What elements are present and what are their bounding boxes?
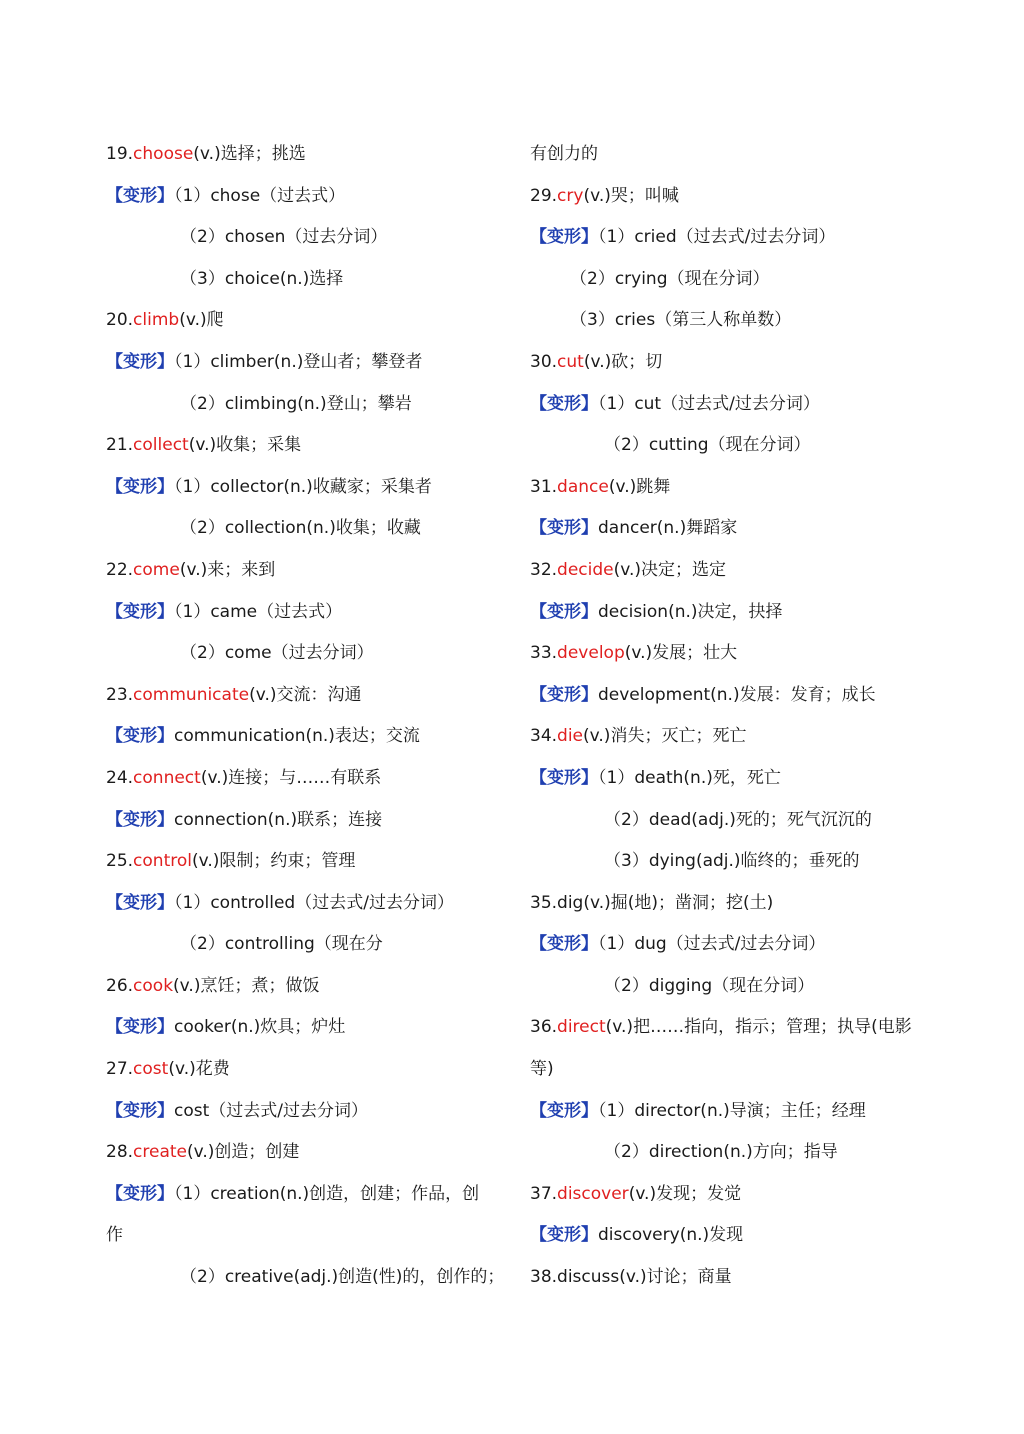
continuation-line — [106, 1215, 506, 1257]
definition: (v.)选择；挑选 — [193, 144, 306, 164]
variant-sub-line — [530, 1132, 930, 1174]
vocab-entry — [530, 550, 930, 592]
variant-text: （1）controlled（过去式/过去分词） — [174, 892, 454, 913]
variant-text: cost（过去式/过去分词） — [174, 1100, 368, 1121]
vocab-entry — [530, 342, 930, 384]
variant-text: （1）director(n.)导演；主任；经理 — [598, 1100, 866, 1121]
entry-number: 25. — [106, 851, 134, 872]
headword: climb — [133, 310, 180, 331]
variant-tag: 【变形】 — [106, 726, 174, 747]
variant-sub-line — [106, 217, 506, 259]
variant-tag: 【变形】 — [530, 393, 598, 414]
headword: connect — [133, 767, 201, 788]
definition: (v.)跳舞 — [608, 476, 671, 497]
vocab-entry — [106, 966, 506, 1008]
variant-sub-line — [530, 425, 930, 467]
variant-text: （1）cried（过去式/过去分词） — [598, 227, 836, 248]
variant-text: （1）collector(n.)收藏家；采集者 — [174, 476, 432, 497]
variant-line — [530, 508, 930, 550]
definition: (v.)发现；发觉 — [628, 1183, 742, 1204]
variant-line — [106, 1091, 506, 1133]
variant-text: dancer(n.)舞蹈家 — [598, 518, 738, 539]
variant-text: discovery(n.)发现 — [598, 1225, 744, 1246]
variant-text: （1）creation(n.)创造，创建；作品，创 — [174, 1183, 480, 1204]
entry-number: 32. — [530, 559, 558, 580]
variant-tag: 【变形】 — [106, 185, 174, 206]
variant-tag: 【变形】 — [530, 1225, 598, 1246]
variant-text: （1）dug（过去式/过去分词） — [598, 934, 826, 955]
variant-sub-line — [106, 633, 506, 675]
line-text: （2）digging（现在分词） — [604, 975, 815, 996]
headword: direct — [557, 1017, 606, 1038]
definition: (v.)交流：沟通 — [249, 684, 362, 705]
vocab-entry — [530, 176, 930, 218]
variant-sub-line — [106, 508, 506, 550]
definition: (v.)收集；采集 — [188, 435, 302, 456]
variant-tag: 【变形】 — [530, 518, 598, 539]
variant-text: connection(n.)联系；连接 — [174, 809, 383, 830]
continuation-line — [530, 1257, 930, 1299]
variant-sub-line — [530, 841, 930, 883]
variant-line — [530, 384, 930, 426]
variant-line — [530, 924, 930, 966]
headword: control — [133, 851, 192, 872]
headword: choose — [133, 144, 194, 164]
line-text: 有创力的 — [530, 144, 598, 164]
entry-number: 29. — [530, 185, 558, 206]
variant-line — [530, 675, 930, 717]
line-text: （2）dead(adj.)死的；死气沉沉的 — [604, 809, 872, 830]
line-text: 作 — [106, 1225, 123, 1246]
variant-line — [106, 592, 506, 634]
headword: cry — [557, 185, 584, 206]
vocab-entry — [106, 1132, 506, 1174]
vocab-entry — [106, 300, 506, 342]
variant-text: decision(n.)决定，抉择 — [598, 601, 783, 622]
definition: (v.)来；来到 — [179, 559, 276, 580]
entry-number: 20. — [106, 310, 134, 331]
variant-tag: 【变形】 — [530, 684, 598, 705]
variant-line — [106, 1174, 506, 1216]
variant-sub-line — [106, 1257, 506, 1299]
line-text: （2）cutting（现在分词） — [604, 435, 811, 456]
line-text: （2）controlling（现在分 — [180, 934, 383, 955]
variant-sub-line — [530, 800, 930, 842]
headword: communicate — [133, 684, 250, 705]
headword: cut — [557, 351, 584, 372]
entry-number: 21. — [106, 435, 134, 456]
vocab-entry — [106, 675, 506, 717]
definition: (v.)决定；选定 — [613, 559, 727, 580]
definition: (v.)哭；叫喊 — [583, 185, 679, 206]
line-text: 38.discuss(v.)讨论；商量 — [530, 1267, 732, 1288]
line-text: （3）cries（第三人称单数） — [570, 310, 792, 331]
variant-tag: 【变形】 — [106, 351, 174, 372]
headword: discover — [557, 1183, 629, 1204]
headword: develop — [557, 643, 625, 664]
variant-line — [530, 758, 930, 800]
variant-line — [530, 592, 930, 634]
definition: (v.)消失；灭亡；死亡 — [583, 726, 747, 747]
line-text: （2）direction(n.)方向；指导 — [604, 1142, 838, 1163]
variant-line — [106, 467, 506, 509]
variant-text: development(n.)发展：发育；成长 — [598, 684, 876, 705]
variant-line — [106, 342, 506, 384]
variant-tag: 【变形】 — [530, 227, 598, 248]
definition: (v.)花费 — [168, 1059, 230, 1080]
variant-tag: 【变形】 — [530, 601, 598, 622]
variant-sub-line — [106, 924, 506, 966]
entry-number: 34. — [530, 726, 558, 747]
variant-line — [106, 716, 506, 758]
line-text: （3）dying(adj.)临终的；垂死的 — [604, 851, 860, 872]
line-text: （3）choice(n.)选择 — [180, 268, 344, 289]
vocab-entry — [106, 550, 506, 592]
entry-number: 22. — [106, 559, 134, 580]
entry-number: 31. — [530, 476, 558, 497]
vocab-entry — [106, 758, 506, 800]
variant-sub-line — [106, 384, 506, 426]
vocab-entry — [530, 716, 930, 758]
variant-sub-line — [106, 259, 506, 301]
vocab-entry — [530, 467, 930, 509]
vocab-entry — [530, 633, 930, 675]
entry-number: 19. — [106, 144, 134, 164]
headword: dance — [557, 476, 609, 497]
vocab-entry — [106, 425, 506, 467]
variant-tag: 【变形】 — [106, 1183, 174, 1204]
entry-number: 36. — [530, 1017, 558, 1038]
variant-text: （1）chose（过去式） — [174, 185, 346, 206]
variant-line — [530, 1091, 930, 1133]
variant-tag: 【变形】 — [106, 1100, 174, 1121]
variant-tag: 【变形】 — [530, 1100, 598, 1121]
definition: (v.)发展；壮大 — [624, 643, 738, 664]
entry-number: 23. — [106, 684, 134, 705]
definition: (v.)限制；约束；管理 — [191, 851, 356, 872]
variant-sub-line — [530, 966, 930, 1008]
entry-number: 37. — [530, 1183, 558, 1204]
line-text: 35.dig(v.)掘(地)；凿洞；挖(土) — [530, 892, 774, 913]
entry-number: 30. — [530, 351, 558, 372]
variant-tag: 【变形】 — [106, 892, 174, 913]
variant-tag: 【变形】 — [106, 1017, 174, 1038]
continuation-line — [530, 134, 930, 176]
variant-line — [106, 800, 506, 842]
headword: die — [557, 726, 584, 747]
variant-line — [106, 1007, 506, 1049]
right-column — [530, 134, 930, 1299]
variant-tag: 【变形】 — [530, 934, 598, 955]
variant-line — [106, 176, 506, 218]
entry-number: 24. — [106, 767, 134, 788]
headword: come — [133, 559, 180, 580]
variant-tag: 【变形】 — [106, 809, 174, 830]
variant-line — [530, 217, 930, 259]
definition: (v.)连接；与……有联系 — [200, 767, 382, 788]
definition: (v.)爬 — [179, 310, 224, 331]
variant-tag: 【变形】 — [106, 476, 174, 497]
variant-text: communication(n.)表达；交流 — [174, 726, 420, 747]
variant-line — [530, 1215, 930, 1257]
vocab-entry — [106, 134, 506, 176]
headword: create — [133, 1142, 188, 1163]
definition: (v.)把……指向，指示；管理；执导(电影 — [605, 1017, 912, 1038]
entry-number: 27. — [106, 1059, 134, 1080]
line-text: 等) — [530, 1059, 554, 1080]
line-text: （2）crying（现在分词） — [570, 268, 770, 289]
entry-number: 28. — [106, 1142, 134, 1163]
vocab-entry — [530, 1007, 930, 1049]
line-text: （2）collection(n.)收集；收藏 — [180, 518, 421, 539]
entry-number: 26. — [106, 975, 134, 996]
entry-number: 33. — [530, 643, 558, 664]
headword: cook — [133, 975, 174, 996]
headword: collect — [133, 435, 189, 456]
variant-sub-line — [530, 300, 930, 342]
definition: (v.)烹饪；煮；做饭 — [173, 975, 320, 996]
definition: (v.)砍；切 — [583, 351, 663, 372]
variant-line — [106, 883, 506, 925]
variant-sub-line — [530, 259, 930, 301]
headword: cost — [133, 1059, 169, 1080]
left-column — [106, 134, 506, 1299]
variant-text: （1）climber(n.)登山者；攀登者 — [174, 351, 423, 372]
headword: decide — [557, 559, 614, 580]
variant-tag: 【变形】 — [530, 767, 598, 788]
vocab-entry — [530, 1174, 930, 1216]
definition: (v.)创造；创建 — [187, 1142, 300, 1163]
variant-text: （1）cut（过去式/过去分词） — [598, 393, 820, 414]
variant-text: cooker(n.)炊具；炉灶 — [174, 1017, 346, 1038]
variant-text: （1）came（过去式） — [174, 601, 343, 622]
variant-text: （1）death(n.)死，死亡 — [598, 767, 781, 788]
vocab-entry — [106, 841, 506, 883]
variant-tag: 【变形】 — [106, 601, 174, 622]
vocab-entry — [106, 1049, 506, 1091]
line-text: （2）creative(adj.)创造(性)的，创作的； — [180, 1267, 505, 1288]
continuation-line — [530, 1049, 930, 1091]
line-text: （2）climbing(n.)登山；攀岩 — [180, 393, 412, 414]
continuation-line — [530, 883, 930, 925]
line-text: （2）come（过去分词） — [180, 643, 374, 664]
line-text: （2）chosen（过去分词） — [180, 227, 388, 248]
